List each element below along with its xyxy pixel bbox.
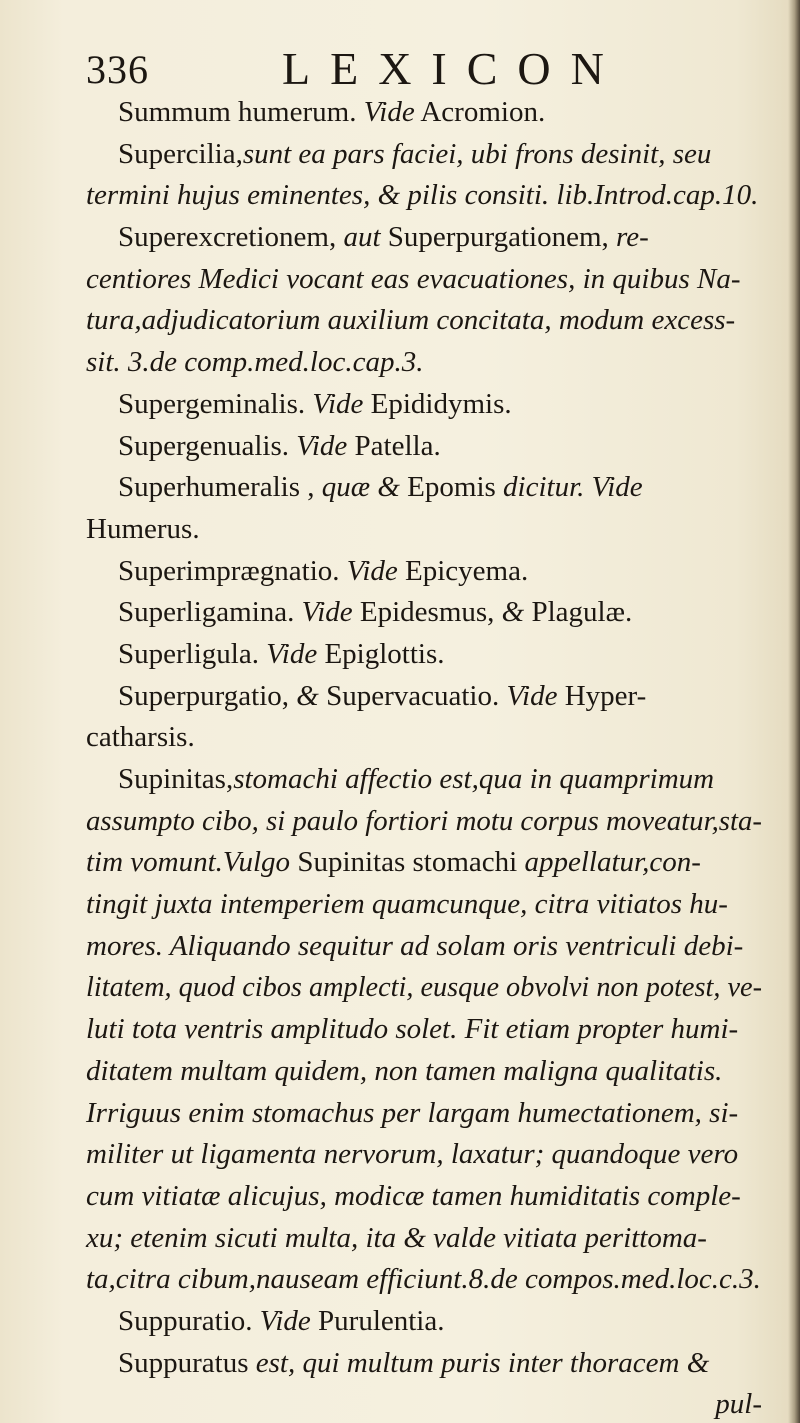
text-line — [86, 801, 766, 843]
text-line — [86, 342, 766, 384]
roman-text: Supergeminalis. — [118, 387, 313, 420]
text-line — [86, 592, 766, 634]
roman-text: Epicyema. — [397, 554, 529, 587]
roman-text: Superpurgationem, — [380, 221, 617, 254]
italic-text: luti tota ventris amplitudo solet. Fit etiam propter humi- — [86, 1013, 739, 1046]
roman-text: Epiglottis. — [317, 637, 445, 670]
italic-text: tingit juxta intemperiem quamcunque, citra vitiatos hu- — [86, 888, 728, 921]
italic-text: termini hujus eminentes, & pilis consiti. lib.Introd.cap.10. — [86, 179, 759, 212]
italic-text: appellatur,con- — [524, 846, 701, 879]
roman-text: Purulentia. — [310, 1304, 445, 1337]
italic-text: sunt ea pars faciei, ubi frons desinit, seu — [242, 137, 712, 170]
italic-text: centiores Medici vocant eas evacuationes, in quibus Na- — [86, 262, 741, 295]
italic-text: aut — [343, 221, 381, 254]
text-line — [86, 1343, 766, 1385]
roman-text: Hyper- — [557, 679, 647, 712]
text-line — [86, 842, 766, 884]
italic-text: dicitur. Vide — [503, 471, 643, 504]
text-line — [86, 1259, 766, 1301]
roman-text: Patella. — [347, 429, 441, 462]
roman-text: Supinitas, — [118, 763, 234, 795]
roman-text: Suppuratio. — [118, 1304, 260, 1337]
italic-text: re- — [616, 221, 649, 254]
italic-text: & — [296, 679, 319, 712]
text-line — [86, 175, 766, 217]
roman-text: Supervacuatio. — [318, 679, 507, 712]
roman-text: Epomis — [399, 471, 504, 504]
roman-text: Superligula. — [118, 637, 267, 670]
roman-text: Superhumeralis , — [118, 471, 322, 504]
italic-text: tim vomunt.Vulgo — [86, 846, 291, 879]
page-number: 336 — [86, 47, 149, 92]
text-line — [86, 467, 766, 509]
italic-text: Vide — [363, 96, 415, 128]
italic-text: ditatem multam quidem, non tamen maligna qualitatis. — [86, 1054, 723, 1087]
roman-text: Humerus. — [86, 512, 200, 545]
text-line — [86, 1176, 766, 1218]
text-line — [86, 1301, 766, 1343]
running-head: LEXICON — [282, 43, 624, 94]
text-line — [86, 217, 766, 259]
italic-text: Vide — [506, 679, 558, 712]
roman-text: Superimprægnatio. — [118, 554, 347, 587]
text-line — [86, 1134, 766, 1176]
text-line — [86, 551, 766, 593]
roman-text: Supercilia, — [118, 137, 243, 170]
roman-text: Superligamina. — [118, 596, 302, 629]
roman-text: Summum humerum. — [118, 96, 364, 128]
italic-text: cum vitiatæ alicujus, modicæ tamen humiditatis comple- — [86, 1179, 741, 1212]
text-line — [86, 134, 766, 176]
roman-text: Plagulæ. — [524, 596, 633, 629]
italic-text: stomachi affectio est,qua in quamprimum — [233, 763, 715, 795]
italic-text: & — [501, 596, 525, 629]
catchword: pul- — [715, 1388, 762, 1421]
italic-text: militer ut ligamenta nervorum, laxatur; quandoque vero — [86, 1138, 739, 1171]
italic-text: xu; etenim sicuti multa, ita & valde vitiata perittoma- — [86, 1221, 707, 1254]
italic-text: assumpto cibo, si paulo fortiori motu corpus moveatur,sta- — [86, 804, 762, 837]
roman-text: Supergenualis. — [118, 429, 297, 462]
italic-text: sit. 3.de comp.med.loc.cap.3. — [86, 346, 424, 379]
text-line — [86, 92, 766, 134]
italic-text: mores. Aliquando sequitur ad solam oris ventriculi debi- — [86, 929, 744, 962]
italic-text: Irriguus enim stomachus per largam humectationem, si- — [86, 1096, 739, 1129]
text-line — [86, 1218, 766, 1260]
italic-text: Vide — [266, 637, 318, 670]
roman-text: Superpurgatio, — [118, 679, 297, 712]
roman-text: Superexcretionem, — [118, 221, 344, 254]
text-line — [86, 634, 766, 676]
italic-text: quæ & — [321, 471, 400, 504]
italic-text: ta,citra cibum,nauseam efficiunt.8.de compos.med.loc.c.3. — [86, 1263, 761, 1296]
text-line — [86, 384, 766, 426]
text-line — [86, 717, 766, 759]
text-line — [86, 884, 766, 926]
roman-text: Suppuratus — [118, 1346, 256, 1379]
text-line — [86, 1093, 766, 1135]
italic-text: Vide — [301, 596, 353, 629]
text-line — [86, 967, 766, 1009]
italic-text: litatem, quod cibos amplecti, eusque obvolvi non potest, ve- — [86, 971, 762, 1004]
text-line — [86, 426, 766, 468]
roman-text: Acromion. — [414, 96, 546, 128]
roman-text: catharsis. — [86, 721, 195, 754]
roman-text: Epididymis. — [363, 387, 512, 420]
text-line — [86, 509, 766, 551]
text-line — [86, 300, 766, 342]
italic-text: Vide — [296, 429, 348, 462]
italic-text: Vide — [259, 1304, 311, 1337]
italic-text: Vide — [312, 387, 364, 420]
page-edge-shadow — [788, 0, 800, 1423]
roman-text: Epidesmus, — [352, 596, 502, 629]
text-line — [86, 926, 766, 968]
lexicon-text-block — [86, 92, 766, 1423]
text-line — [86, 676, 766, 718]
italic-text: Vide — [346, 554, 398, 587]
text-line — [86, 1051, 766, 1093]
italic-text: tura,adjudicatorium auxilium concitata, modum excess- — [86, 304, 736, 337]
roman-text: Supinitas stomachi — [290, 846, 525, 879]
text-line — [86, 759, 766, 801]
text-line — [86, 259, 766, 301]
italic-text: est, qui multum puris inter thoracem & — [255, 1346, 710, 1379]
text-line — [86, 1009, 766, 1051]
